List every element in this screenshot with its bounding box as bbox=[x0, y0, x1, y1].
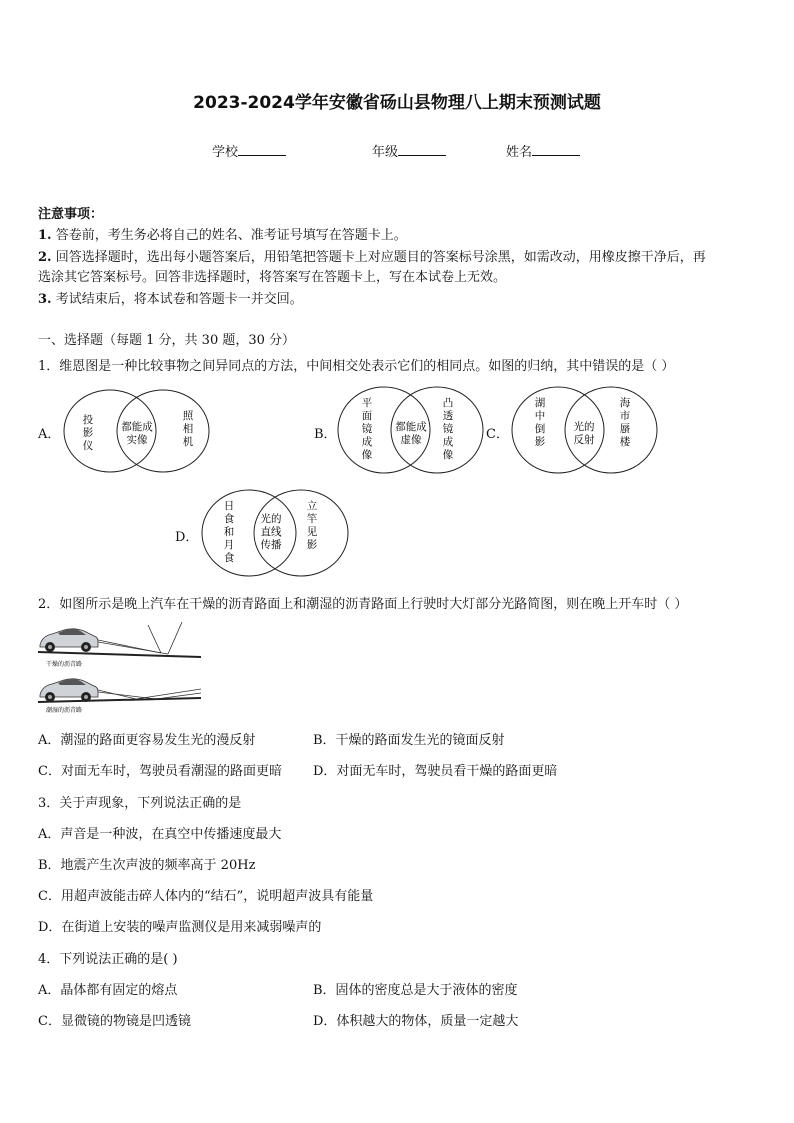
grade-label: 年级 bbox=[372, 145, 399, 160]
car-icon bbox=[40, 679, 98, 702]
q1-option-c-label: C． bbox=[486, 427, 509, 442]
q1-venn-b bbox=[334, 386, 494, 480]
q1-option-d-label: D． bbox=[175, 530, 199, 545]
q1-venn-c bbox=[508, 386, 668, 480]
grade-blank bbox=[398, 143, 446, 156]
notice-num: 1. bbox=[38, 228, 52, 243]
q1-stem: 1．维恩图是一种比较事物之间异同点的方法，中间相交处表示它们的相同点。如图的归纳，其中错误的是（ ） bbox=[38, 359, 675, 374]
venn-b-mid: 都能成虚像 bbox=[395, 421, 427, 446]
q2-figure bbox=[36, 620, 206, 724]
notice-text: 答卷前，考生务必将自己的姓名、准考证号填写在答题卡上。 bbox=[55, 228, 407, 243]
venn-a-right: 照相机 bbox=[182, 410, 194, 448]
name-field bbox=[506, 141, 580, 160]
q1-venn-a bbox=[60, 388, 220, 478]
venn-d-right: 立竿见影 bbox=[306, 500, 318, 551]
q1-option-a-label: A． bbox=[38, 427, 61, 442]
name-blank bbox=[532, 143, 580, 156]
school-field bbox=[212, 141, 286, 160]
q1-option-b-label: B． bbox=[314, 427, 337, 442]
venn-a-left: 投影仪 bbox=[82, 414, 94, 452]
name-label: 姓名 bbox=[506, 145, 533, 160]
venn-c-left: 湖中倒影 bbox=[534, 397, 546, 448]
notice-num: 3. bbox=[38, 292, 52, 307]
venn-c-mid: 光的反射 bbox=[573, 421, 595, 446]
notice-item-1 bbox=[38, 224, 407, 243]
page-title: 2023-2024学年安徽省砀山县物理八上期末预测试题 bbox=[193, 93, 601, 113]
school-blank bbox=[238, 143, 286, 156]
q2-option-d: D．对面无车时，驾驶员看干燥的路面更暗 bbox=[313, 764, 558, 779]
notice-item-2-cont: 选涂其它答案标号。回答非选择题时，将答案写在答题卡上，写在本试卷上无效。 bbox=[38, 270, 507, 285]
notice-num: 2. bbox=[38, 250, 52, 265]
notice-text: 考试结束后，将本试卷和答题卡一并交回。 bbox=[55, 292, 303, 307]
notice-heading: 注意事项： bbox=[38, 207, 104, 222]
notice-item-3 bbox=[38, 288, 303, 307]
wet-road-line bbox=[38, 698, 201, 702]
car-icon bbox=[40, 629, 98, 652]
q1-venn-d bbox=[199, 488, 359, 584]
venn-a-mid: 都能成实像 bbox=[121, 421, 153, 446]
q2-option-b: B．干燥的路面发生光的镜面反射 bbox=[313, 733, 505, 748]
school-label: 学校 bbox=[212, 145, 239, 160]
venn-d-left: 日食和月食 bbox=[223, 500, 235, 564]
q4-option-b: B．固体的密度总是大于液体的密度 bbox=[313, 983, 518, 998]
wet-road-caption: 潮湿的沥青路 bbox=[46, 707, 83, 714]
section-heading: 一、选择题（每题 1 分，共 30 题，30 分） bbox=[38, 333, 296, 348]
notice-item-2 bbox=[38, 246, 706, 265]
venn-b-right: 凸透镜成像 bbox=[442, 397, 454, 461]
q3-option-a: A．声音是一种波，在真空中传播速度最大 bbox=[38, 827, 282, 842]
q2-stem: 2．如图所示是晚上汽车在干燥的沥青路面上和潮湿的沥青路面上行驶时大灯部分光路简图，则在晚上开车时（ ） bbox=[38, 597, 688, 612]
q2-option-a: A．潮湿的路面更容易发生光的漫反射 bbox=[38, 733, 256, 748]
venn-c-right: 海市蜃楼 bbox=[619, 397, 631, 448]
venn-d-mid: 光的直线传播 bbox=[260, 513, 282, 551]
dry-road-caption: 干燥的沥青路 bbox=[46, 661, 83, 668]
q2-option-c: C．对面无车时，驾驶员看潮湿的路面更暗 bbox=[38, 764, 282, 779]
notice-text: 回答选择题时，选出每小题答案后，用铅笔把答题卡上对应题目的答案标号涂黑，如需改动，用橡皮擦干净后，再 bbox=[55, 250, 706, 265]
q3-option-d: D．在街道上安装的噪声监测仪是用来减弱噪声的 bbox=[38, 920, 322, 935]
q3-option-c: C．用超声波能击碎人体内的“结石”，说明超声波具有能量 bbox=[38, 889, 374, 904]
q4-option-a: A．晶体都有固定的熔点 bbox=[38, 983, 178, 998]
q3-option-b: B．地震产生次声波的频率高于 20Hz bbox=[38, 858, 256, 873]
grade-field bbox=[372, 141, 446, 160]
dry-road-line bbox=[38, 652, 201, 657]
q4-option-c: C．显微镜的物镜是凹透镜 bbox=[38, 1014, 191, 1029]
venn-b-left: 平面镜成像 bbox=[361, 397, 373, 461]
q4-option-d: D．体积越大的物体，质量一定越大 bbox=[313, 1014, 519, 1029]
q4-stem: 4．下列说法正确的是( ) bbox=[38, 952, 178, 967]
q3-stem: 3．关于声现象，下列说法正确的是 bbox=[38, 796, 242, 811]
